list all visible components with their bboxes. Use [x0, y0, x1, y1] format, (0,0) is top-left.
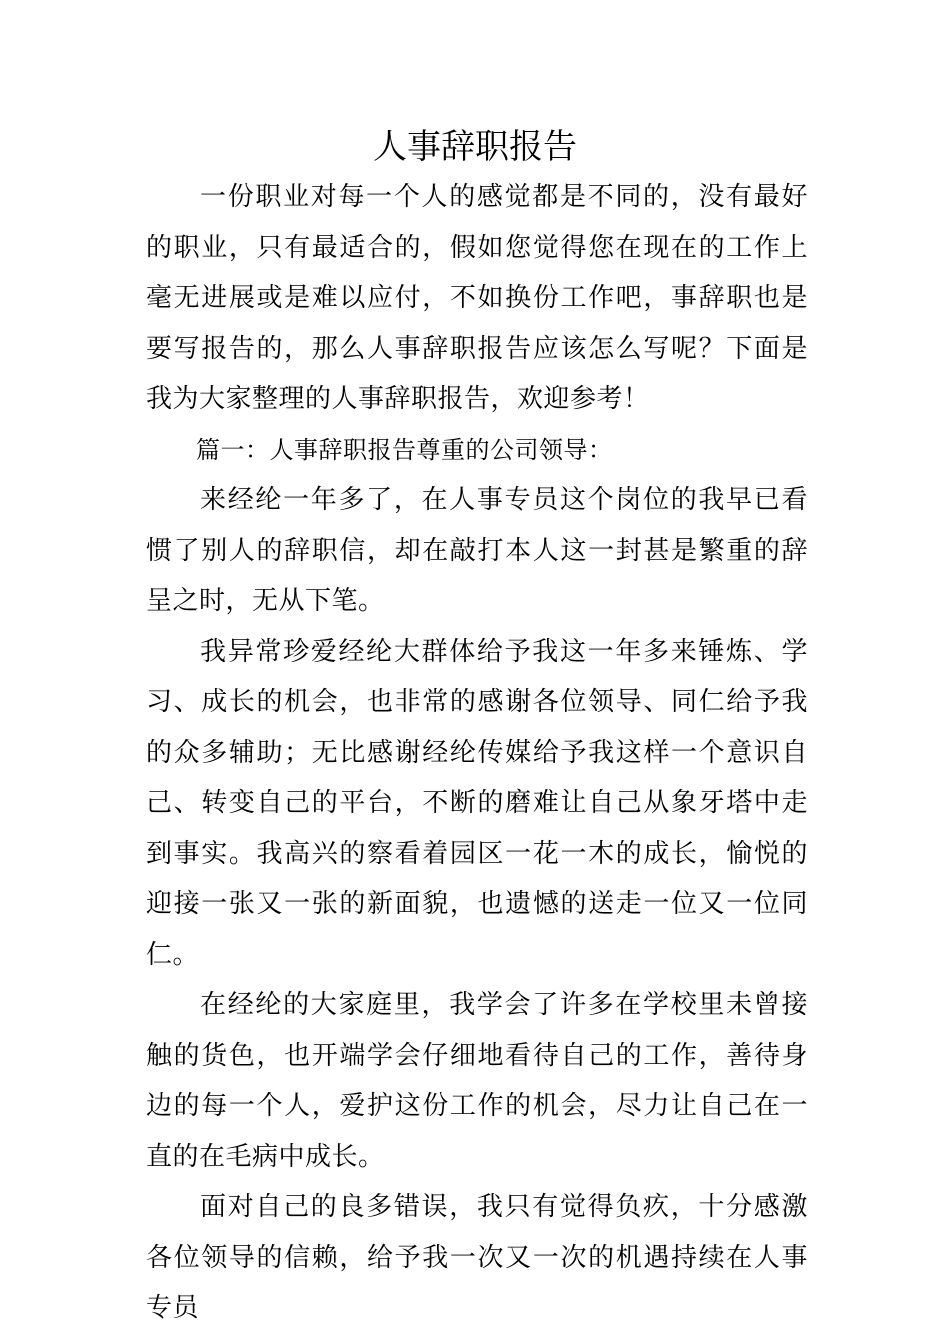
- paragraph-intro: 一份职业对每一个人的感觉都是不同的，没有最好的职业，只有最适合的，假如您觉得您在现在的工作上毫无进展或是难以应付，不如换份工作吧，事辞职也是要写报告的，那么人事辞职报告应该怎么写呢？下面是我为大家整理的人事辞职报告，欢迎参考！: [146, 182, 808, 414]
- paragraph-body-2: 我异常珍爱经纶大群体给予我这一年多来锤炼、学习、成长的机会，也非常的感谢各位领导、同仁给予我的众多辅助；无比感谢经纶传媒给予我这样一个意识自己、转变自己的平台，不断的磨难让自己从象牙塔中走到事实。我高兴的察看着园区一花一木的成长，愉悦的迎接一张又一张的新面貌，也遗憾的送走一位又一位同仁。: [146, 636, 808, 970]
- document-body: [146, 172, 808, 1334]
- document-title: 人事辞职报告: [373, 127, 577, 167]
- paragraph-body-1: 来经纶一年多了，在人事专员这个岗位的我早已看惯了别人的辞职信，却在敲打本人这一封甚是繁重的辞呈之时，无从下笔。: [146, 485, 808, 616]
- paragraph-body-4: 面对自己的良多错误，我只有觉得负疚，十分感激各位领导的信赖，给予我一次又一次的机遇持续在人事专员: [146, 1192, 808, 1323]
- paragraph-section-heading: 篇一：人事辞职报告尊重的公司领导：: [196, 435, 613, 464]
- paragraph-body-3: 在经纶的大家庭里，我学会了许多在学校里未曾接触的货色，也开端学会仔细地看待自己的工作，善待身边的每一个人，爱护这份工作的机会，尽力让自己在一直的在毛病中成长。: [146, 990, 808, 1172]
